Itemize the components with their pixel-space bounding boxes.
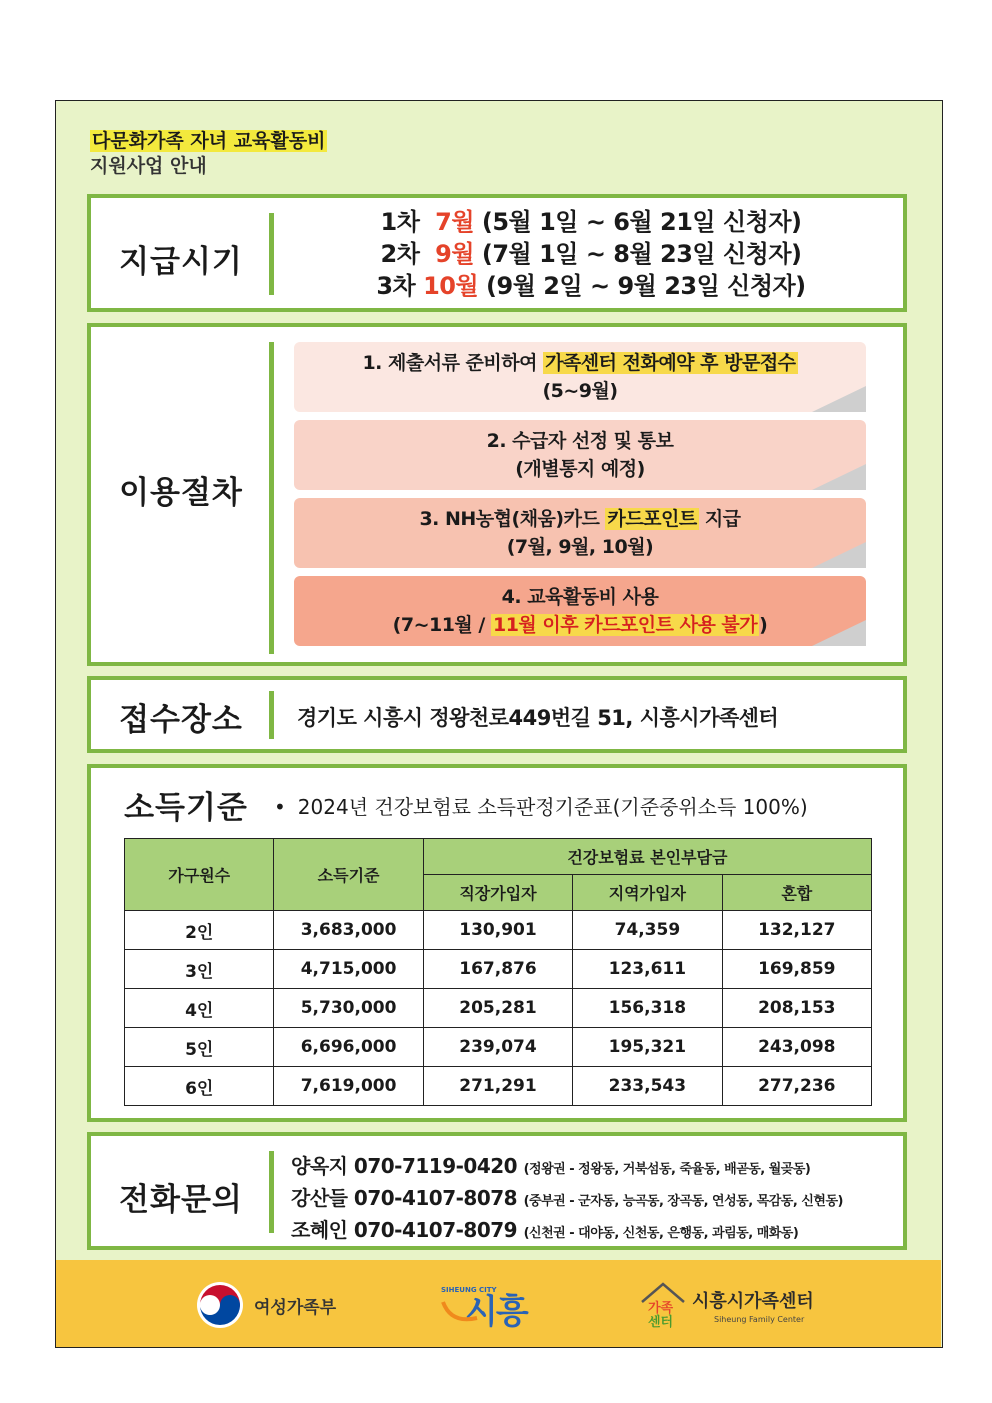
contact-list <box>291 1152 843 1248</box>
page-fold-icon <box>812 464 866 490</box>
table-row: 5인 6,696,000 239,074 195,321 243,098 <box>125 1028 872 1067</box>
siheung-city-logo: SIHEUNG CITY 시흥 <box>441 1286 527 1332</box>
location-label: 접수장소 <box>119 702 243 738</box>
house-icon <box>638 1280 688 1330</box>
contact-item: 강산들 070-4107-8078 (중부권 - 군자동, 능곡동, 장곡동, 연성동, 목감동, 신현동) <box>291 1186 843 1210</box>
poster <box>55 100 943 1348</box>
header-household: 가구원수 <box>125 839 274 911</box>
procedure-step-1: 1. 제출서류 준비하여 가족센터 전화예약 후 방문접수 (5~9월) <box>294 342 866 412</box>
page-fold-icon <box>812 542 866 568</box>
header-regional: 지역가입자 <box>573 875 722 911</box>
taegeuk-icon <box>196 1281 244 1329</box>
table-row: 4인 5,730,000 205,281 156,318 208,153 <box>125 989 872 1028</box>
header-mixed: 혼합 <box>722 875 871 911</box>
income-table <box>124 838 872 1106</box>
procedure-step-4: 4. 교육활동비 사용 (7~11월 / 11월 이후 카드포인트 사용 불가 ) <box>294 576 866 646</box>
footer <box>56 1260 941 1347</box>
procedure-step-2: 2. 수급자 선정 및 통보 (개별통지 예정) <box>294 420 866 490</box>
contact-panel <box>87 1132 907 1250</box>
page-fold-icon <box>812 386 866 412</box>
schedule-line: 3차 10월 (9월 2일 ~ 9월 23일 신청자) <box>376 272 806 300</box>
table-row: 3인 4,715,000 167,876 123,611 169,859 <box>125 950 872 989</box>
family-center-logo: 가족 센터 시흥시가족센터 Siheung Family Center <box>638 1280 814 1330</box>
procedure-label: 이용절차 <box>119 475 243 511</box>
title-highlight: 다문화가족 자녀 교육활동비 <box>92 130 326 152</box>
income-label: 소득기준 <box>124 790 248 826</box>
divider <box>269 342 274 654</box>
page-fold-icon <box>812 620 866 646</box>
divider <box>269 1151 274 1233</box>
schedule-line: 2차 9월 (7월 1일 ~ 8월 23일 신청자) <box>380 240 802 268</box>
ministry-logo: 여성가족부 <box>196 1280 336 1330</box>
header-income: 소득기준 <box>274 839 423 911</box>
header-insurance: 건강보험료 본인부담금 <box>423 839 871 875</box>
schedule-label: 지급시기 <box>119 244 243 280</box>
city-swoosh-icon <box>441 1298 481 1328</box>
location-address: 경기도 시흥시 정왕천로449번길 51, 시흥시가족센터 <box>297 706 779 730</box>
header-workplace: 직장가입자 <box>423 875 572 911</box>
income-note: • 2024년 건강보험료 소득판정기준표(기준중위소득 100%) <box>274 795 808 819</box>
page-title <box>90 129 327 179</box>
schedule-panel <box>87 194 907 312</box>
contact-label: 전화문의 <box>119 1182 243 1218</box>
contact-item: 조혜인 070-4107-8079 (신천권 - 대야동, 신천동, 은행동, 과림동, 매화동) <box>291 1218 799 1242</box>
contact-item: 양옥지 070-7119-0420 (정왕권 - 정왕동, 거북섬동, 죽율동, 배곧동, 월곶동) <box>291 1154 811 1178</box>
location-panel <box>87 676 907 753</box>
procedure-step-3: 3. NH농협(채움)카드 카드포인트 지급 (7월, 9월, 10월) <box>294 498 866 568</box>
divider <box>269 691 274 739</box>
schedule-line: 1차 7월 (5월 1일 ~ 6월 21일 신청자) <box>380 208 802 236</box>
income-panel <box>87 764 907 1122</box>
svg-text:센터: 센터 <box>648 1315 674 1330</box>
svg-text:가족: 가족 <box>648 1301 674 1316</box>
procedure-panel <box>87 323 907 666</box>
schedule-lines <box>291 206 891 302</box>
table-row: 6인 7,619,000 271,291 233,543 277,236 <box>125 1067 872 1106</box>
divider <box>269 213 274 295</box>
title-sub: 지원사업 안내 <box>90 155 207 177</box>
table-row: 2인 3,683,000 130,901 74,359 132,127 <box>125 911 872 950</box>
